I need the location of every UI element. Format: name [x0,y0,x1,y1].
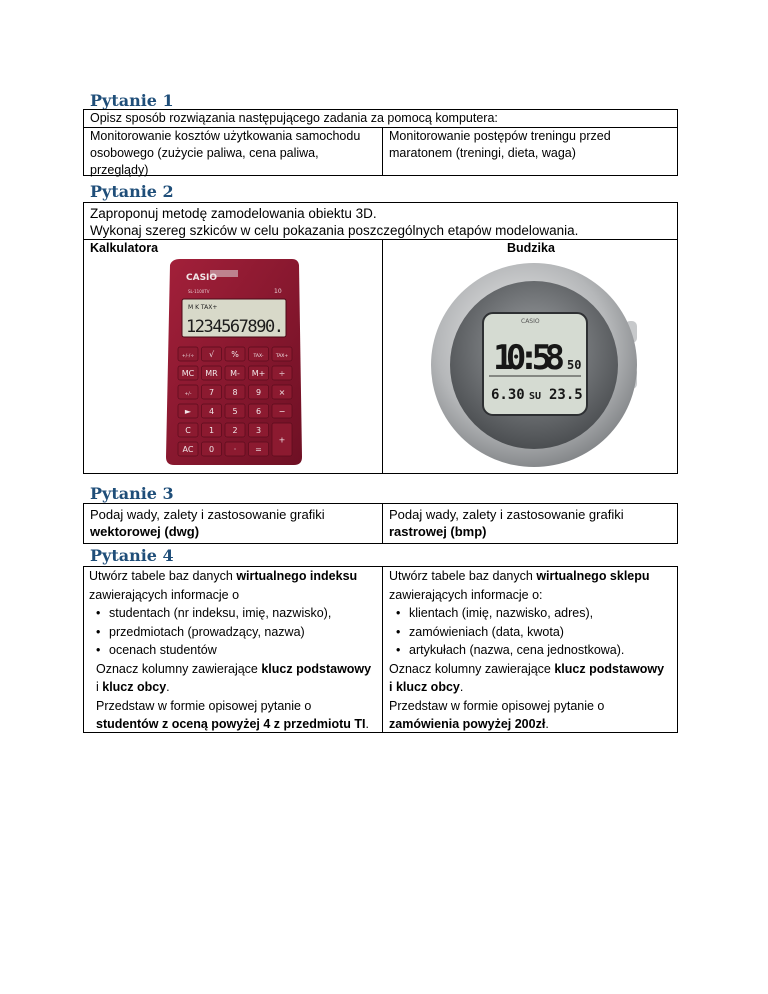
q1-heading: Pytanie 1 [90,91,174,110]
q3-vector-task [90,506,375,540]
calculator-key-label: √ [208,350,215,359]
q1-column-divider [382,127,383,175]
q1-left-task: Monitorowanie kosztów użytkowania samochodu osobowego (zużycie paliwa, cena paliwa, przeglądy) [90,129,361,177]
calculator-key-label: · [233,445,237,454]
calculator-key-label: 8 [232,388,238,397]
q4-right-keys: Oznacz kolumny zawierające klucz podstawowy [389,661,665,676]
q1-table [83,109,678,176]
clock-time: 10:58 [493,338,565,378]
q2-calculator-label: Kalkulatora [90,241,159,255]
clock-day: SU [529,391,542,402]
q3-heading: Pytanie 3 [90,484,174,503]
q3-vector-text: Podaj wady, zalety i zastosowanie grafiki [90,507,325,522]
q4-right-query-2: zamówienia powyżej 200zł. [389,717,549,731]
q3-vector-format: wektorowej (dwg) [90,524,200,539]
q4-right-intro-2: zawierających informacje o: [389,587,543,602]
calculator-key-label: M- [230,369,240,378]
calculator-key-label: ÷ [278,369,286,378]
q3-raster-task [389,506,674,540]
calculator-indicators: M K TAX+ [188,304,218,311]
calculator-key-label: 4 [208,407,215,416]
calculator-key-label: C [185,426,191,435]
calculator-key-label: TAX+ [275,354,289,359]
q3-raster-text: Podaj wady, zalety i zastosowanie grafiki [389,507,624,522]
list-item: • przedmiotach (prowadzący, nazwa) [89,623,379,642]
calculator-key-label: 0 [208,445,215,454]
q1-intro: Opisz sposób rozwiązania następującego zadania za pomocą komputera: [90,111,498,125]
calculator-key-label: 6 [255,407,262,416]
q4-left-intro: Utwórz tabele baz danych wirtualnego indeksu [89,569,358,583]
q4-left-query: Przedstaw w formie opisowej pytanie o [96,698,312,713]
q4-left-keys-2: i klucz obcy. [96,680,170,694]
clock-temperature: 23.5 [549,387,583,403]
clock-date: 6.30 [491,387,525,403]
alarm-clock-image [429,261,654,471]
calculator-key-label: TAX- [253,354,264,359]
calculator-key-label: 5 [232,407,238,416]
q4-table [83,566,678,733]
calculator-model: SL-1100TV [188,289,210,294]
q3-column-divider [382,504,383,543]
calculator-key-label: × [278,388,286,397]
q4-right-intro: Utwórz tabele baz danych wirtualnego sklepu [389,569,650,583]
q2-heading: Pytanie 2 [90,182,174,201]
q4-left-keys: Oznacz kolumny zawierające klucz podstawowy [96,661,372,676]
q4-left-query-2: studentów z oceną powyżej 4 z przedmiotu TI. [96,717,369,731]
calculator-key-label: 7 [208,388,215,397]
q2-line2: Wykonaj szereg szkiców w celu pokazania poszczególnych etapów modelowania. [90,223,579,238]
list-item: • studentach (nr indeksu, imię, nazwisko), [89,604,379,623]
q1-right-task: Monitorowanie postępów treningu przed maratonem (treningi, dieta, waga) [389,129,611,160]
calculator-key-label: 2 [232,426,238,435]
calculator-key-label: 3 [255,426,262,435]
calculator-key-label: − [278,407,286,416]
q2-column-divider [382,239,383,473]
calculator-digits-badge: 10 [274,288,282,295]
q4-left-task [89,567,379,734]
q4-left-list [89,604,379,660]
calculator-key-label: MC [181,369,195,378]
calculator-key-label: 1 [208,426,215,435]
calculator-key-label: ► [184,407,192,416]
clock-seconds: 50 [567,358,582,372]
q2-alarm-clock-label: Budzika [507,241,555,255]
q4-column-divider [382,567,383,732]
q4-right-list [389,604,679,660]
q3-table [83,503,678,544]
list-item: • zamówieniach (data, kwota) [389,623,679,642]
q4-right-query: Przedstaw w formie opisowej pytanie o [389,698,605,713]
calculator-display-value: 1234567890. [186,317,284,337]
q4-left-intro-2: zawierających informacje o [89,587,240,602]
calculator-key-label: MR [205,369,218,378]
q4-right-task [389,567,679,734]
calculator-key-label: + [278,435,286,445]
calculator-key-label: +/- [184,392,192,397]
q4-right-keys-2: i klucz obcy. [389,680,464,694]
calculator-key-label: % [231,350,239,359]
list-item: • klientach (imię, nazwisko, adres), [389,604,679,623]
calculator-key-label: = [255,445,262,454]
clock-brand: CASIO [521,318,540,325]
calculator-key-label: AC [182,445,194,454]
calculator-image [164,257,304,469]
calculator-key-label: 9 [255,388,262,397]
list-item: • ocenach studentów [89,641,379,660]
calculator-key-label: M+ [251,369,266,378]
calculator-brand: CASIO [186,273,218,283]
q4-heading: Pytanie 4 [90,546,174,565]
q3-raster-format: rastrowej (bmp) [389,524,487,539]
calculator-key-label: +/-/÷ [181,354,195,359]
q2-divider [84,239,677,240]
q2-line1: Zaproponuj metodę zamodelowania obiektu 3D. [90,206,377,221]
list-item: • artykułach (nazwa, cena jednostkowa). [389,641,679,660]
q2-table [83,202,678,474]
